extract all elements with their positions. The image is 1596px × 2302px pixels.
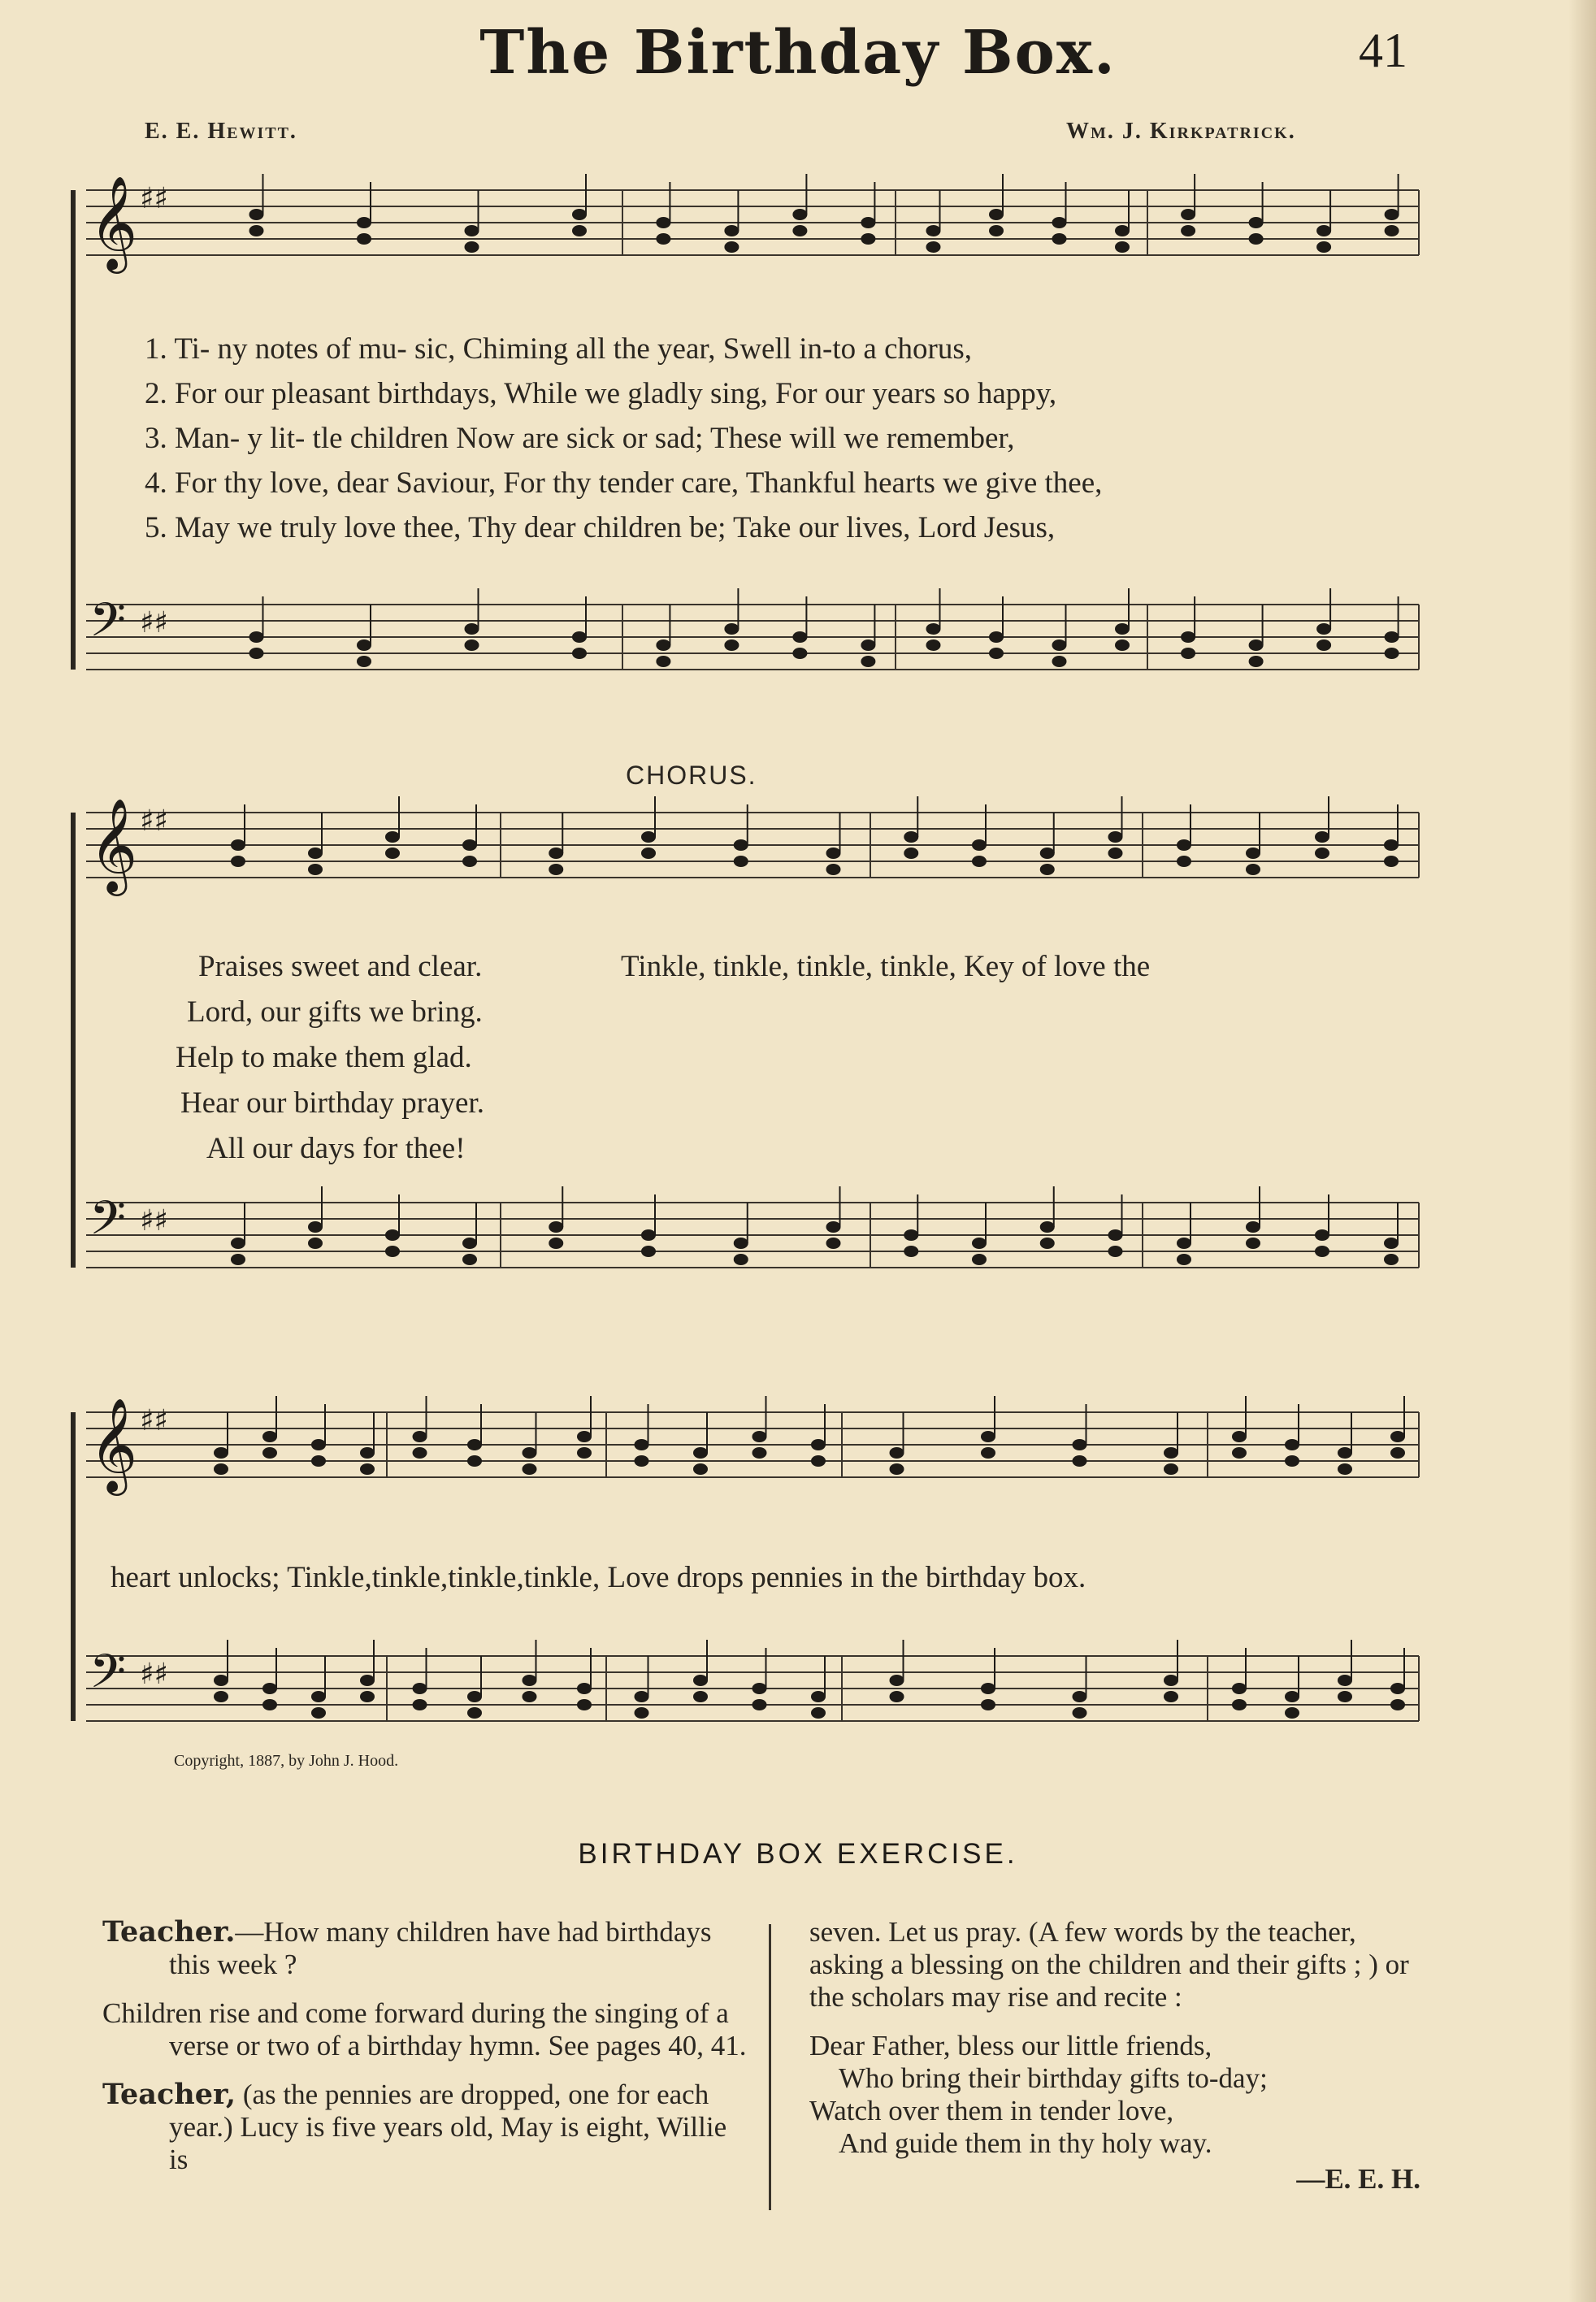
notehead-icon: [1316, 225, 1331, 236]
notehead-icon: [724, 241, 739, 253]
notehead-icon: [1316, 241, 1331, 253]
poem-line-1: Dear Father, bless our little friends,: [809, 2030, 1212, 2061]
notehead-icon: [1385, 209, 1399, 220]
notehead-icon: [811, 1707, 826, 1719]
notehead-icon: [465, 623, 479, 635]
notehead-icon: [577, 1699, 592, 1710]
notehead-icon: [360, 1691, 375, 1702]
notehead-icon: [1338, 1463, 1352, 1475]
poem-line-4: And guide them in thy holy way.: [839, 2127, 1212, 2159]
notehead-icon: [1316, 639, 1331, 651]
notehead-icon: [1232, 1699, 1247, 1710]
notehead-icon: [734, 1238, 748, 1249]
notehead-icon: [890, 1463, 904, 1475]
chorus-lyric-line-2: heart unlocks; Tinkle,tinkle,tinkle,tinkle, Love drops pennies in the birthday box.: [111, 1561, 1086, 1594]
notehead-icon: [752, 1447, 767, 1459]
notehead-icon: [311, 1707, 326, 1719]
notehead-icon: [1338, 1691, 1352, 1702]
key-signature-sharps-icon: ♯♯: [140, 182, 168, 215]
column-divider: [769, 1924, 771, 2210]
notehead-icon: [1115, 241, 1130, 253]
notehead-icon: [214, 1691, 228, 1702]
notehead-icon: [462, 1254, 477, 1265]
notehead-icon: [989, 631, 1004, 643]
verse-ending-3: Help to make them glad.: [176, 1041, 472, 1074]
notehead-icon: [734, 839, 748, 851]
notehead-icon: [1052, 233, 1067, 245]
exercise-right-column: [809, 1916, 1420, 2196]
notehead-icon: [1338, 1447, 1352, 1459]
notehead-icon: [413, 1447, 427, 1459]
notehead-icon: [1249, 217, 1264, 228]
notehead-icon: [1285, 1707, 1299, 1719]
notehead-icon: [1115, 225, 1130, 236]
notehead-icon: [549, 864, 563, 875]
notehead-icon: [1285, 1455, 1299, 1467]
notehead-icon: [1390, 1447, 1405, 1459]
notehead-icon: [1040, 1238, 1055, 1249]
notehead-icon: [1385, 648, 1399, 659]
notehead-icon: [249, 225, 264, 236]
notehead-icon: [792, 209, 807, 220]
notehead-icon: [861, 656, 875, 667]
notehead-icon: [1384, 1238, 1399, 1249]
notehead-icon: [1177, 1254, 1191, 1265]
poem-line-3: Watch over them in tender love,: [809, 2095, 1174, 2126]
notehead-icon: [1390, 1699, 1405, 1710]
notehead-icon: [792, 631, 807, 643]
notehead-icon: [413, 1683, 427, 1694]
notehead-icon: [1181, 648, 1195, 659]
notehead-icon: [308, 848, 323, 859]
notehead-icon: [989, 648, 1004, 659]
notehead-icon: [724, 639, 739, 651]
notehead-icon: [214, 1447, 228, 1459]
notehead-icon: [656, 233, 670, 245]
notehead-icon: [357, 217, 371, 228]
bass-clef-icon: 𝄢: [89, 592, 127, 659]
notehead-icon: [1285, 1439, 1299, 1450]
notehead-icon: [249, 648, 264, 659]
notehead-icon: [904, 831, 918, 843]
notehead-icon: [1177, 1238, 1191, 1249]
notehead-icon: [231, 1254, 245, 1265]
page-number: 41: [1359, 24, 1407, 77]
notehead-icon: [572, 225, 587, 236]
notehead-icon: [656, 217, 670, 228]
notehead-icon: [752, 1683, 767, 1694]
notehead-icon: [249, 631, 264, 643]
notehead-icon: [262, 1447, 277, 1459]
notehead-icon: [926, 225, 941, 236]
teacher-label-2: Teacher,: [102, 2078, 236, 2111]
key-signature-sharps-icon: ♯♯: [140, 1404, 168, 1437]
notehead-icon: [989, 209, 1004, 220]
notehead-icon: [1316, 623, 1331, 635]
notehead-icon: [1181, 631, 1195, 643]
verse-line-5: 5. May we truly love thee, Thy dear children be; Take our lives, Lord Jesus,: [145, 511, 1056, 544]
notehead-icon: [656, 639, 670, 651]
notehead-icon: [1338, 1675, 1352, 1686]
notehead-icon: [861, 233, 875, 245]
notehead-icon: [523, 1691, 537, 1702]
children-instruction-paragraph: [102, 1997, 748, 2062]
treble-clef-icon: 𝄞: [89, 175, 138, 270]
notehead-icon: [572, 648, 587, 659]
author-credit: E. E. Hewitt.: [145, 119, 297, 144]
page-edge-shadow: [1568, 0, 1596, 2302]
verse-ending-2: Lord, our gifts we bring.: [187, 995, 483, 1029]
notehead-icon: [1108, 831, 1123, 843]
notehead-icon: [467, 1707, 482, 1719]
notehead-icon: [1181, 209, 1195, 220]
notehead-icon: [1315, 1246, 1329, 1257]
notehead-icon: [467, 1691, 482, 1702]
notehead-icon: [360, 1463, 375, 1475]
notehead-icon: [1164, 1447, 1178, 1459]
notehead-icon: [1040, 1221, 1055, 1233]
notehead-icon: [1315, 848, 1329, 859]
verse-ending-1: Praises sweet and clear.: [198, 950, 483, 983]
notehead-icon: [926, 639, 941, 651]
notehead-icon: [462, 839, 477, 851]
chorus-label: CHORUS.: [626, 761, 757, 790]
verse-ending-4: Hear our birthday prayer.: [180, 1086, 484, 1120]
notehead-icon: [989, 225, 1004, 236]
notehead-icon: [1249, 639, 1264, 651]
notehead-icon: [523, 1447, 537, 1459]
notehead-icon: [308, 1238, 323, 1249]
prayer-instruction-paragraph: [809, 1916, 1420, 2014]
notehead-icon: [467, 1439, 482, 1450]
teacher-question-text: —How many children have had birthdays this week ?: [169, 1916, 712, 1980]
notehead-icon: [572, 209, 587, 220]
notehead-icon: [1073, 1455, 1087, 1467]
notehead-icon: [811, 1439, 826, 1450]
teacher-pennies-text: (as the pennies are dropped, one for each year.) Lucy is five years old, May is eight, Willie is: [169, 2079, 727, 2175]
notehead-icon: [752, 1699, 767, 1710]
notehead-icon: [641, 848, 656, 859]
notehead-icon: [904, 1246, 918, 1257]
notehead-icon: [811, 1691, 826, 1702]
notehead-icon: [1164, 1675, 1178, 1686]
notehead-icon: [1164, 1463, 1178, 1475]
notehead-icon: [826, 1221, 841, 1233]
notehead-icon: [308, 864, 323, 875]
notehead-icon: [311, 1691, 326, 1702]
notehead-icon: [1232, 1683, 1247, 1694]
notehead-icon: [1073, 1691, 1087, 1702]
notehead-icon: [1052, 217, 1067, 228]
notehead-icon: [549, 1238, 563, 1249]
notehead-icon: [385, 848, 400, 859]
notehead-icon: [972, 856, 987, 867]
notehead-icon: [360, 1675, 375, 1686]
notehead-icon: [549, 1221, 563, 1233]
prayer-poem: [809, 2030, 1420, 2160]
notehead-icon: [214, 1675, 228, 1686]
key-signature-sharps-icon: ♯♯: [140, 1204, 168, 1238]
notehead-icon: [462, 856, 477, 867]
notehead-icon: [1249, 233, 1264, 245]
notehead-icon: [385, 1229, 400, 1241]
notehead-icon: [926, 241, 941, 253]
notehead-icon: [357, 233, 371, 245]
notehead-icon: [465, 241, 479, 253]
notehead-icon: [1246, 864, 1260, 875]
notehead-icon: [385, 831, 400, 843]
notehead-icon: [734, 1254, 748, 1265]
key-signature-sharps-icon: ♯♯: [140, 606, 168, 639]
notehead-icon: [262, 1431, 277, 1442]
exercise-left-column: [102, 1916, 748, 2192]
notehead-icon: [1115, 623, 1130, 635]
notehead-icon: [357, 639, 371, 651]
notehead-icon: [693, 1675, 708, 1686]
notehead-icon: [1384, 839, 1399, 851]
bass-clef-icon: 𝄢: [89, 1644, 127, 1710]
notehead-icon: [1052, 656, 1067, 667]
notehead-icon: [231, 856, 245, 867]
verse-line-4: 4. For thy love, dear Saviour, For thy tender care, Thankful hearts we give thee,: [145, 466, 1103, 500]
notehead-icon: [413, 1431, 427, 1442]
notehead-icon: [467, 1455, 482, 1467]
poem-signature: —E. E. H.: [1296, 2163, 1420, 2195]
verse-line-1: 1. Ti- ny notes of mu- sic, Chiming all the year, Swell in-to a chorus,: [145, 332, 972, 366]
notehead-icon: [311, 1439, 326, 1450]
notehead-icon: [861, 639, 875, 651]
key-signature-sharps-icon: ♯♯: [140, 804, 168, 838]
notehead-icon: [635, 1455, 649, 1467]
notehead-icon: [1073, 1439, 1087, 1450]
chorus-lyric-line-1: Tinkle, tinkle, tinkle, tinkle, Key of love the: [621, 950, 1151, 983]
treble-clef-icon: 𝄞: [89, 1397, 138, 1492]
notehead-icon: [641, 831, 656, 843]
notehead-icon: [1285, 1691, 1299, 1702]
notehead-icon: [572, 631, 587, 643]
notehead-icon: [385, 1246, 400, 1257]
notehead-icon: [1108, 1229, 1123, 1241]
notehead-icon: [972, 839, 987, 851]
notehead-icon: [724, 225, 739, 236]
notehead-icon: [1108, 848, 1123, 859]
teacher-question-paragraph: [102, 1916, 748, 1981]
treble-clef-icon: 𝄞: [89, 797, 138, 892]
notehead-icon: [981, 1699, 995, 1710]
notehead-icon: [1315, 1229, 1329, 1241]
notehead-icon: [1177, 839, 1191, 851]
notehead-icon: [972, 1254, 987, 1265]
notehead-icon: [214, 1463, 228, 1475]
notehead-icon: [1385, 631, 1399, 643]
notehead-icon: [890, 1447, 904, 1459]
notehead-icon: [523, 1675, 537, 1686]
notehead-icon: [693, 1691, 708, 1702]
notehead-icon: [1164, 1691, 1178, 1702]
notehead-icon: [1246, 1221, 1260, 1233]
notehead-icon: [1040, 864, 1055, 875]
notehead-icon: [1384, 856, 1399, 867]
notehead-icon: [231, 1238, 245, 1249]
notehead-icon: [577, 1683, 592, 1694]
notehead-icon: [1052, 639, 1067, 651]
notehead-icon: [1246, 1238, 1260, 1249]
notehead-icon: [357, 656, 371, 667]
bass-clef-icon: 𝄢: [89, 1190, 127, 1257]
notehead-icon: [1108, 1246, 1123, 1257]
notehead-icon: [926, 623, 941, 635]
notehead-icon: [641, 1229, 656, 1241]
verse-line-3: 3. Man- y lit- tle children Now are sick or sad; These will we remember,: [145, 422, 1015, 455]
notehead-icon: [577, 1447, 592, 1459]
notehead-icon: [1390, 1683, 1405, 1694]
notehead-icon: [981, 1683, 995, 1694]
notehead-icon: [792, 225, 807, 236]
notehead-icon: [972, 1238, 987, 1249]
notehead-icon: [904, 848, 918, 859]
notehead-icon: [890, 1691, 904, 1702]
notehead-icon: [904, 1229, 918, 1241]
notehead-icon: [981, 1447, 995, 1459]
notehead-icon: [1385, 225, 1399, 236]
copyright-notice: Copyright, 1887, by John J. Hood.: [174, 1752, 399, 1770]
notehead-icon: [1181, 225, 1195, 236]
notehead-icon: [308, 1221, 323, 1233]
notehead-icon: [465, 225, 479, 236]
notehead-icon: [1232, 1431, 1247, 1442]
notehead-icon: [752, 1431, 767, 1442]
composer-credit: Wm. J. Kirkpatrick.: [1066, 119, 1296, 144]
teacher-label: Teacher.: [102, 1915, 236, 1949]
notehead-icon: [249, 209, 264, 220]
notehead-icon: [890, 1675, 904, 1686]
notehead-icon: [462, 1238, 477, 1249]
notehead-icon: [1246, 848, 1260, 859]
notehead-icon: [262, 1683, 277, 1694]
key-signature-sharps-icon: ♯♯: [140, 1658, 168, 1691]
notehead-icon: [693, 1463, 708, 1475]
notehead-icon: [724, 623, 739, 635]
notehead-icon: [1249, 656, 1264, 667]
notehead-icon: [693, 1447, 708, 1459]
notehead-icon: [1390, 1431, 1405, 1442]
notehead-icon: [360, 1447, 375, 1459]
notehead-icon: [826, 864, 841, 875]
notehead-icon: [811, 1455, 826, 1467]
notehead-icon: [826, 1238, 841, 1249]
notehead-icon: [413, 1699, 427, 1710]
teacher-pennies-paragraph: [102, 2079, 748, 2176]
notehead-icon: [1384, 1254, 1399, 1265]
notehead-icon: [311, 1455, 326, 1467]
notehead-icon: [734, 856, 748, 867]
notehead-icon: [1315, 831, 1329, 843]
notehead-icon: [1177, 856, 1191, 867]
notehead-icon: [635, 1691, 649, 1702]
prayer-instruction-text: seven. Let us pray. (A few words by the teacher, asking a blessing on the children and their gifts ; ) or the scholars may rise and recite :: [809, 1916, 1409, 2013]
notehead-icon: [465, 639, 479, 651]
notehead-icon: [641, 1246, 656, 1257]
notehead-icon: [231, 839, 245, 851]
notehead-icon: [1073, 1707, 1087, 1719]
hymn-title: The Birthday Box.: [479, 18, 1117, 88]
notehead-icon: [656, 656, 670, 667]
notehead-icon: [826, 848, 841, 859]
notehead-icon: [1232, 1447, 1247, 1459]
notehead-icon: [861, 217, 875, 228]
notehead-icon: [549, 848, 563, 859]
notehead-icon: [262, 1699, 277, 1710]
verse-line-2: 2. For our pleasant birthdays, While we gladly sing, For our years so happy,: [145, 377, 1057, 410]
notehead-icon: [792, 648, 807, 659]
verse-ending-5: All our days for thee!: [206, 1132, 466, 1165]
children-instruction-text: Children rise and come forward during the singing of a verse or two of a birthday hymn. See pages 40, 41.: [102, 1997, 747, 2061]
notehead-icon: [635, 1707, 649, 1719]
poem-line-2: Who bring their birthday gifts to-day;: [839, 2062, 1268, 2094]
notehead-icon: [635, 1439, 649, 1450]
notehead-icon: [1040, 848, 1055, 859]
exercise-title: BIRTHDAY BOX EXERCISE.: [578, 1838, 1018, 1870]
notehead-icon: [523, 1463, 537, 1475]
notehead-icon: [577, 1431, 592, 1442]
notehead-icon: [981, 1431, 995, 1442]
notehead-icon: [1115, 639, 1130, 651]
